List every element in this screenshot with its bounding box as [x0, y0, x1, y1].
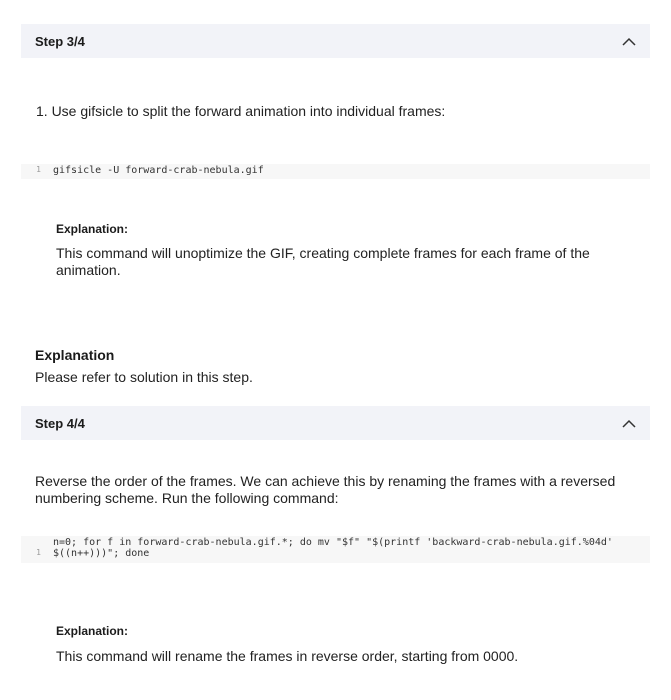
chevron-up-icon[interactable]: [622, 36, 636, 46]
code-line-number: 1: [36, 548, 41, 557]
code-line: $((n++)))"; done: [53, 548, 150, 559]
step-4-explanation-text: This command will rename the frames in reverse order, starting from 0000.: [56, 648, 519, 664]
step-3-code-block[interactable]: [21, 164, 650, 179]
step-3-explanation-text: This command will unoptimize the GIF, creating complete frames for each frame of the animation.: [56, 245, 590, 278]
step-3-header[interactable]: [21, 24, 650, 58]
explanation-text: Please refer to solution in this step.: [35, 369, 253, 385]
step-3-explanation-label: Explanation:: [56, 222, 129, 236]
step-3-title: Step 3/4: [35, 33, 85, 49]
step-3-instruction: 1. Use gifsicle to split the forward animation into individual frames:: [36, 103, 446, 119]
step-4-header[interactable]: [21, 406, 650, 440]
code-line: gifsicle -U forward-crab-nebula.gif: [53, 165, 264, 176]
step-4-code-block[interactable]: [21, 536, 650, 563]
explanation-heading: Explanation: [35, 347, 115, 363]
step-4-instruction: Reverse the order of the frames. We can achieve this by renaming the frames with a reversed numbering scheme. Run the following command:: [35, 473, 616, 506]
chevron-up-icon[interactable]: [622, 418, 636, 428]
step-4-explanation-label: Explanation:: [56, 624, 129, 638]
code-line: n=0; for f in forward-crab-nebula.gif.*; do mv "$f" "$(printf 'backward-crab-nebula.gif.%04d': [53, 537, 613, 548]
code-line-number: 1: [36, 165, 41, 174]
step-4-title: Step 4/4: [35, 415, 85, 431]
